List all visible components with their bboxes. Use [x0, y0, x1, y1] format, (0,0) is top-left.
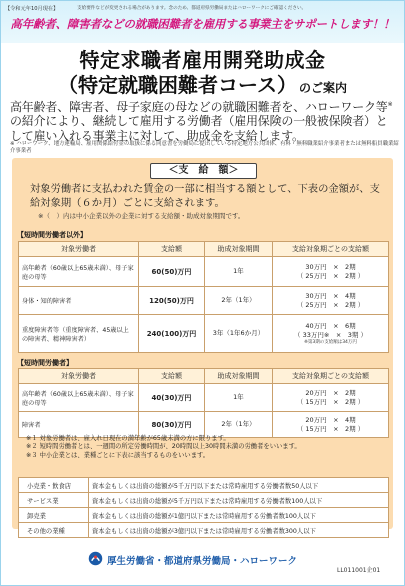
ministry-logo-icon: [88, 551, 103, 566]
col-header-worker: 対象労働者: [19, 242, 139, 257]
period-cell: 1年: [205, 257, 273, 287]
amount-cell: 120(50)万円: [139, 287, 205, 315]
amount-cell: 40(30)万円: [139, 384, 205, 412]
table-header-row: [19, 369, 389, 384]
period-cell: 3年（1年6か月）: [205, 315, 273, 353]
col-header-per-period: 支給対象期ごとの支給額: [273, 242, 389, 257]
page-title: 特定求職者雇用開発助成金: [79, 48, 326, 72]
hellowork-note: ※ ハローワーク、地方運輸局、雇用関係給付金の取扱に係る同意書を労働局に提出している特定地方公共団体、有料・無料職業紹介事業者または無料船員職業紹介事業者: [10, 141, 399, 155]
footnote: ※２ 短時間労働者とは、一週間の所定労働時間が、20時間以上30時間未満の労働者をいいます。: [26, 443, 301, 451]
worker-cell: 身体・知的障害者: [19, 287, 139, 315]
subtitle-row: [0, 69, 405, 98]
col-header-period: 助成対象期間: [205, 369, 273, 384]
industry-cell: 卸売業: [19, 508, 89, 523]
per-period-line: （ 25万円 × 2期 ）: [296, 300, 365, 309]
industry-cell: サービス業: [19, 493, 89, 508]
col-header-amount: 支給額: [139, 369, 205, 384]
table-row: [19, 315, 389, 353]
table-row: [19, 287, 389, 315]
table-row: [19, 493, 389, 508]
amount-heading: ＜支 給 額＞: [150, 163, 257, 179]
document-code: LL011001企01: [337, 567, 381, 574]
footnote: ※１ 対象労働者は、雇入れ日現在の満年齢が65歳未満の方に限ります。: [26, 435, 230, 442]
sme-definition-table: [18, 477, 389, 538]
period-cell: 2年（1年）: [205, 287, 273, 315]
per-period-line: 20万円 × 2期: [305, 388, 356, 397]
per-period-cell: [273, 315, 389, 353]
table-row: [19, 523, 389, 538]
section-label-fulltime: 【短時間労働者以外】: [17, 231, 87, 239]
worker-cell: 高年齢者（60歳以上65歳未満）、母子家庭の母等: [19, 384, 139, 412]
table-row: [19, 412, 389, 438]
guide-label: のご案内: [298, 81, 347, 95]
page-subtitle: （特定就職困難者コース）: [57, 73, 297, 97]
definition-cell: 資本金もしくは出資の総額が3億円以下または常時雇用する労働者数300人以下: [89, 523, 389, 538]
footnote: ※３ 中小企業とは、業種ごとに下表に該当するものをいいます。: [26, 451, 210, 459]
table-row: [19, 257, 389, 287]
table-row: [19, 478, 389, 493]
per-period-cell: [273, 257, 389, 287]
per-period-cell: [273, 384, 389, 412]
per-period-line: （ 15万円 × 2期 ）: [296, 424, 365, 433]
per-period-line: 20万円 × 4期: [305, 415, 356, 424]
intro-paragraph: [10, 98, 396, 143]
footer-organization: 厚生労働省・都道府県労働局・ハローワーク: [107, 556, 298, 567]
table-header-row: [19, 242, 389, 257]
col-header-per-period: 支給対象期ごとの支給額: [273, 369, 389, 384]
period-cell: 2年（1年）: [205, 412, 273, 438]
industry-cell: その他の業種: [19, 523, 89, 538]
per-period-note: ※第3期の支給額は34万円: [304, 339, 357, 345]
intro-footnote-mark: ※: [387, 101, 393, 108]
amount-description: 対象労働者に支払われた賃金の一部に相当する額として、下表の金額が、支給対象期（６か月）ごとに支給されます。: [30, 183, 380, 209]
intro-text: 高年齢者、障害者、母子家庭の母などの就職困難者を、ハローワーク等: [10, 100, 388, 114]
col-header-period: 助成対象期間: [205, 242, 273, 257]
definition-cell: 資本金もしくは出資の総額が5千万円以下または常時雇用する労働者数100人以下: [89, 493, 389, 508]
period-cell: 1年: [205, 384, 273, 412]
tagline: 高年齢者、障害者などの就職困難者を雇用する事業主をサポートします！！: [10, 17, 395, 31]
edition-note: 支給要件などが変更される場合があります。念のため、都道府県労働局またはハローワークにご確認ください。: [77, 6, 307, 11]
amount-cell: 80(30)万円: [139, 412, 205, 438]
col-header-amount: 支給額: [139, 242, 205, 257]
subsidy-table-parttime: [18, 368, 389, 438]
per-period-line: 30万円 × 2期: [305, 262, 356, 271]
per-period-line: （ 25万円 × 2期 ）: [296, 271, 365, 280]
definition-cell: 資本金もしくは出資の総額が5千万円以下または常時雇用する労働者数50人以下: [89, 478, 389, 493]
worker-cell: 高年齢者（60歳以上65歳未満）、母子家庭の母等: [19, 257, 139, 287]
section-label-parttime: 【短時間労働者】: [17, 359, 73, 367]
edition-date: 【令和元年10月現在】: [5, 6, 59, 12]
industry-cell: 小売業・飲食店: [19, 478, 89, 493]
parenthesis-note: ※（ ）内は中小企業以外の企業に対する支給額・助成対象期間です。: [38, 212, 245, 220]
amount-cell: 240(100)万円: [139, 315, 205, 353]
intro-text-2: の紹介により、継続して雇用する労働者（雇用保険の一般被保険者）として雇い入れる事業主に対して、助成金を支給します。: [10, 114, 388, 143]
subsidy-table-fulltime: [18, 241, 389, 353]
per-period-cell: [273, 287, 389, 315]
per-period-line: 40万円 × 6期: [305, 321, 356, 330]
worker-cell: 重度障害者等（重度障害者、45歳以上の障害者、精神障害者）: [19, 315, 139, 353]
table-row: [19, 384, 389, 412]
col-header-worker: 対象労働者: [19, 369, 139, 384]
worker-cell: 障害者: [19, 412, 139, 438]
per-period-line: （ 15万円 × 2期 ）: [296, 397, 365, 406]
definition-cell: 資本金もしくは出資の総額が1億円以下または常時雇用する労働者数100人以下: [89, 508, 389, 523]
per-period-cell: [273, 412, 389, 438]
amount-cell: 60(50)万円: [139, 257, 205, 287]
table-row: [19, 508, 389, 523]
per-period-line: （ 33万円※ × 3期 ）: [294, 330, 367, 339]
footnotes: [26, 435, 388, 460]
per-period-line: 30万円 × 4期: [305, 291, 356, 300]
